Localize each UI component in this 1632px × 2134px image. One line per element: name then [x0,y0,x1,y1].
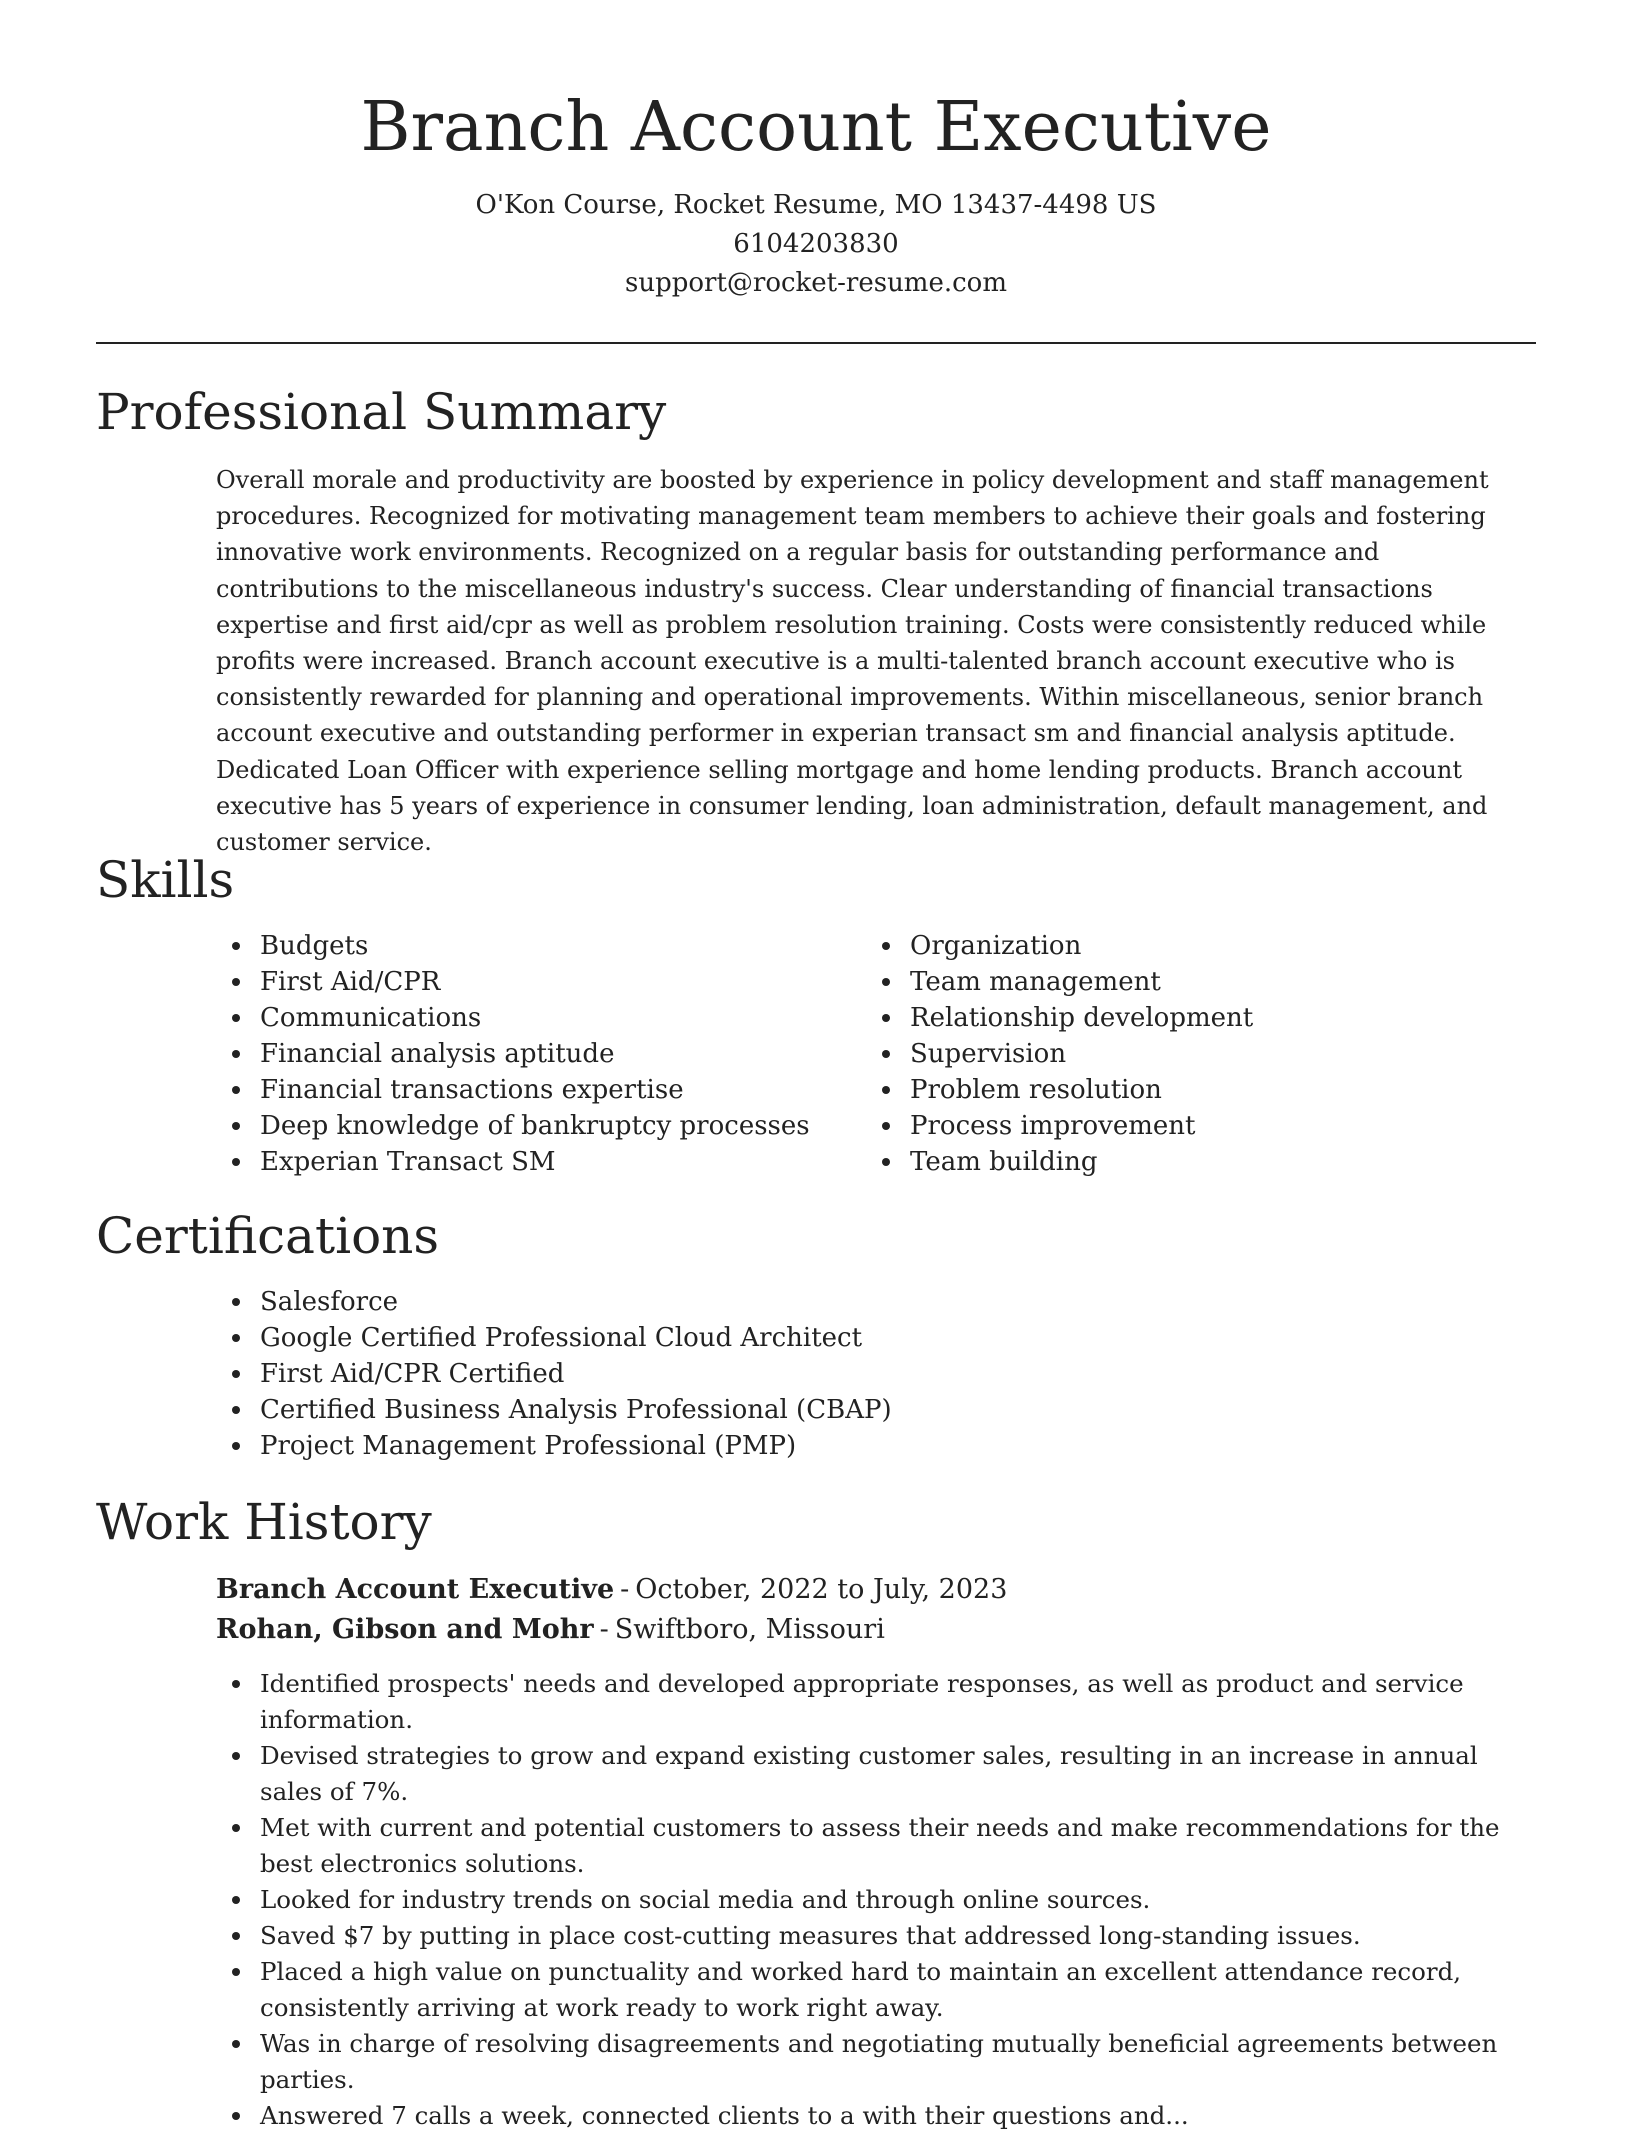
list-item: First Aid/CPR Certified [216,1356,892,1392]
certifications-heading: Certifications [96,1207,440,1265]
summary-text: Overall morale and productivity are boosted by experience in policy development and staff management procedures. Recognized for motivating management team members to achieve their goals and fostering innovative work environments. Recognized on a regular basis for outstanding performance and contributions to the miscellaneous industry's success. Clear understanding of financial transactions expertise and first aid/cpr as well as problem resolution training. Costs were consistently reduced while profits were increased. Branch account executive is a multi-talented branch account executive who is consistently rewarded for planning and operational improvements. Within miscellaneous, senior branch account executive and outstanding performer in experian transact sm and financial analysis aptitude. Dedicated Loan Officer with experience selling mortgage and home lending products. Branch account executive has 5 years of experience in consumer lending, loan administration, default management, and customer service. [216,466,1489,857]
list-item: Supervision [866,1036,1253,1072]
list-item: Budgets [216,928,810,964]
list-item: Salesforce [216,1284,892,1320]
list-item: Experian Transact SM [216,1144,810,1180]
job-position: Branch Account Executive [216,1574,615,1605]
job-separator: - [620,1574,630,1605]
contact-email: support@rocket-resume.com [624,268,1007,298]
skills-heading: Skills [96,851,235,909]
header-divider [96,342,1536,344]
skills-list-right [866,928,1253,1180]
skills-list-left [216,928,810,1180]
list-item: Organization [866,928,1253,964]
list-item: Devised strategies to grow and expand existing customer sales, resulting in an increase in annual sales of 7%. [216,1738,1522,1810]
list-item: Looked for industry trends on social media and through online sources. [216,1882,1522,1918]
list-item: Met with current and potential customers to assess their needs and make recommendations for the best electronics solutions. [216,1810,1522,1882]
list-item: First Aid/CPR [216,964,810,1000]
job-company: Rohan, Gibson and Mohr [216,1614,594,1645]
list-item: Relationship development [866,1000,1253,1036]
job-bullets [216,1666,1522,2134]
list-item: Team management [866,964,1253,1000]
certifications-list [216,1284,892,1464]
job-dates: October, 2022 to July, 2023 [635,1574,1008,1605]
contact-phone: 6104203830 [733,229,899,259]
contact-address: O'Kon Course, Rocket Resume, MO 13437-4498 US [475,190,1157,220]
list-item: Saved $7 by putting in place cost-cutting measures that addressed long-standing issues. [216,1918,1522,1954]
list-item: Communications [216,1000,810,1036]
list-item: Problem resolution [866,1072,1253,1108]
list-item: Financial transactions expertise [216,1072,810,1108]
list-item: Process improvement [866,1108,1253,1144]
summary-heading: Professional Summary [96,383,667,441]
list-item: Was in charge of resolving disagreements and negotiating mutually beneficial agreements between parties. [216,2026,1522,2098]
work-history-heading: Work History [96,1493,432,1551]
list-item: Deep knowledge of bankruptcy processes [216,1108,810,1144]
list-item: Placed a high value on punctuality and worked hard to maintain an excellent attendance record, consistently arriving at work ready to work right away. [216,1954,1522,2026]
list-item: Identified prospects' needs and developed appropriate responses, as well as product and service information. [216,1666,1522,1738]
list-item: Financial analysis aptitude [216,1036,810,1072]
candidate-name: Branch Account Executive [360,88,1272,167]
job-title-line [216,1570,1007,1610]
list-item: Certified Business Analysis Professional (CBAP) [216,1392,892,1428]
resume-header [96,82,1536,303]
list-item: Project Management Professional (PMP) [216,1428,892,1464]
list-item: Team building [866,1144,1253,1180]
list-item: Google Certified Professional Cloud Architect [216,1320,892,1356]
job-separator: - [599,1614,609,1645]
list-item: Answered 7 calls a week, connected clients to a with their questions and... [216,2098,1522,2134]
job-company-line [216,1610,885,1650]
job-location: Swiftboro, Missouri [614,1614,885,1645]
